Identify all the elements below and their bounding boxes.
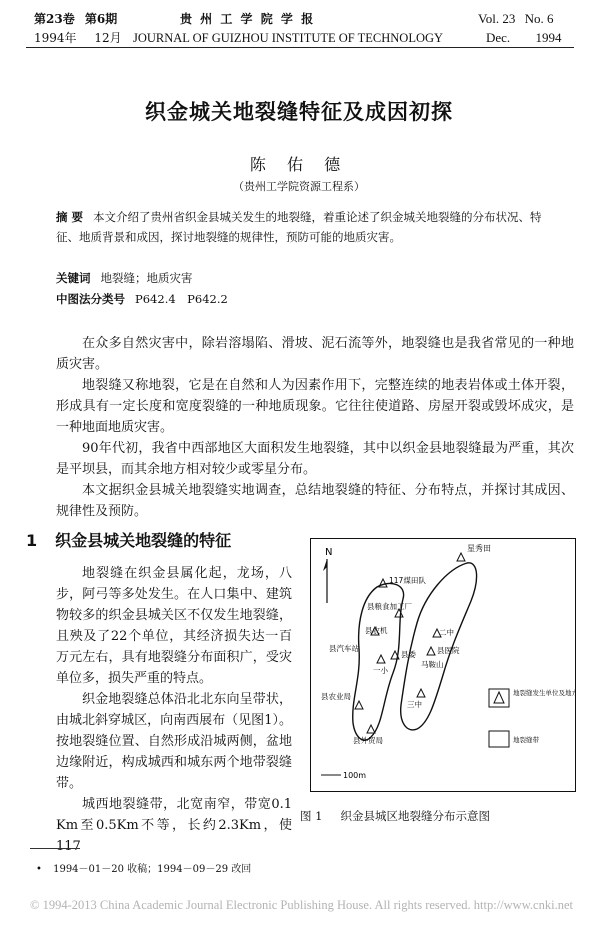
map-label: 县外贸局 <box>353 736 383 745</box>
abstract-text: 本文介绍了贵州省织金县城关发生的地裂缝，着重论述了织金城关地裂缝的分布状况、特征、地质背景和成因，探讨地裂缝的规律性，预防可能的地质灾害。 <box>56 210 542 244</box>
article-title: 织金城关地裂缝特征及成因初探 <box>145 99 453 124</box>
intro-paragraph-4: 本文据织金县城关地裂缝实地调查，总结地裂缝的特征、分布特点，并探讨其成因、规律性及预防。 <box>56 483 574 519</box>
clc-text: P642.4 P642.2 <box>135 292 228 306</box>
section-paragraph-1: 地裂缝在织金县属化起，龙场，八步，阿弓等多处发生。在人口集中、建筑物较多的织金县城关区不仅发生地裂缝，且殃及了22个单位，其经济损失达一百万元左右，具有地裂缝分布面积广，受灾单位多，损失严重的特点。 <box>56 566 292 686</box>
map-label: 117煤田队 <box>389 576 426 585</box>
keywords <box>56 268 548 288</box>
intro-paragraph-2: 地裂缝又称地裂，它是在自然和人为因素作用下，完整连续的地表岩体或土体开裂，形成具有一定长度和宽度裂缝的一种地质现象。它往往使道路、房屋开裂或毁坏成灾，是一种地面地质灾害。 <box>56 378 574 435</box>
north-label: N <box>325 547 333 558</box>
map-label: 县委 <box>401 650 416 659</box>
header-issue-en: No. 6 <box>524 11 554 26</box>
north-arrowhead <box>323 559 327 571</box>
section-title: 织金县城关地裂缝的特征 <box>55 531 232 550</box>
article-author: 陈 佑 德 <box>249 155 349 174</box>
section-paragraph-3: 城西地裂缝带，北宽南窄，带宽0.1 Km至0.5Km不等，长约2.3Km，使117 <box>56 797 292 854</box>
unit-marker <box>367 725 375 733</box>
map-label: 县农机 <box>365 626 388 635</box>
unit-marker <box>457 553 465 561</box>
header-year-en: 1994 <box>535 30 562 45</box>
footnote-rule <box>30 848 80 849</box>
figure-caption <box>300 808 490 824</box>
footnote-bullet: • <box>36 864 42 875</box>
header-month-cn: 12月 <box>94 31 122 45</box>
legend-label-units <box>513 688 575 697</box>
clc <box>56 289 548 309</box>
footnote-text: 1994－01－20 收稿；1994－09－29 改回 <box>53 864 252 875</box>
section-paragraph-2: 织金地裂缝总体沿北北东向呈带状，由城北斜穿城区，向南西展布（见图1）。按地裂缝位置、自然形成沿城两侧，盆地边缘附近，构成城西和城东两个地带裂缝带。 <box>56 692 292 791</box>
map-label: 县医院 <box>437 646 460 655</box>
header-date-cn <box>34 31 122 45</box>
scale-label: 100m <box>343 771 367 780</box>
header-rule <box>26 47 574 48</box>
figure-map <box>311 539 575 791</box>
intro-paragraph-3: 90年代初，我省中西部地区大面积发生地裂缝，其中以织金县地裂缝最为严重，其次是平坝县，而其余地方相对较少或零星分布。 <box>56 441 574 477</box>
figure-frame <box>310 538 576 792</box>
header-volume-cn: 第23卷 <box>34 12 75 26</box>
header-issue-cn: 第6期 <box>84 12 118 26</box>
article-affiliation: （贵州工学院资源工程系） <box>233 180 365 193</box>
header-date-en <box>486 31 561 45</box>
header-volume-issue-en <box>478 12 553 26</box>
footnote <box>36 860 251 875</box>
figure-number: 图 1 <box>300 809 323 823</box>
map-label: 二中 <box>439 628 454 637</box>
abstract <box>56 207 548 247</box>
clc-label: 中图法分类号 <box>56 292 125 306</box>
header-journal-cn: 贵 州 工 学 院 学 报 <box>180 12 316 26</box>
map-label: 三中 <box>407 700 422 709</box>
header-year-cn: 1994年 <box>34 31 77 45</box>
map-label: 星秀田 <box>467 544 491 553</box>
keywords-label: 关键词 <box>56 271 91 285</box>
unit-marker <box>417 689 425 697</box>
map-label: 县农业局 <box>321 692 351 701</box>
legend-triangle-icon <box>494 692 504 703</box>
legend-label-units-text: 地裂缝发生单位及地方 <box>513 689 575 697</box>
legend-label-belt: 地裂缝带 <box>513 736 539 744</box>
header-volume-issue-cn <box>34 12 117 26</box>
unit-marker <box>427 647 435 655</box>
map-label: 县汽车站 <box>329 644 359 653</box>
header-volume-en: Vol. 23 <box>478 11 516 26</box>
header-journal-en: JOURNAL OF GUIZHOU INSTITUTE OF TECHNOLOGY <box>133 31 444 45</box>
unit-marker <box>377 655 385 663</box>
keywords-text: 地裂缝；地质灾害 <box>100 271 193 285</box>
section-heading <box>26 528 231 551</box>
map-label: 马鞍山 <box>421 660 444 669</box>
map-label: 县粮食加工厂 <box>367 602 412 611</box>
copyright-line: © 1994-2013 China Academic Journal Electronic Publishing House. All rights reserved. http://www.cnki.net <box>30 898 573 912</box>
header-month-en: Dec. <box>486 30 511 45</box>
map-label: 一小 <box>373 666 388 675</box>
abstract-label: 摘 要 <box>56 210 84 224</box>
legend-swatch-belt <box>489 731 509 747</box>
unit-marker <box>355 701 363 709</box>
section-number: 1 <box>26 531 38 550</box>
intro-paragraph-1: 在众多自然灾害中，除岩溶塌陷、滑坡、泥石流等外，地裂缝也是我省常见的一种地质灾害。 <box>56 336 574 372</box>
figure-caption-text: 织金县城区地裂缝分布示意图 <box>340 809 490 823</box>
